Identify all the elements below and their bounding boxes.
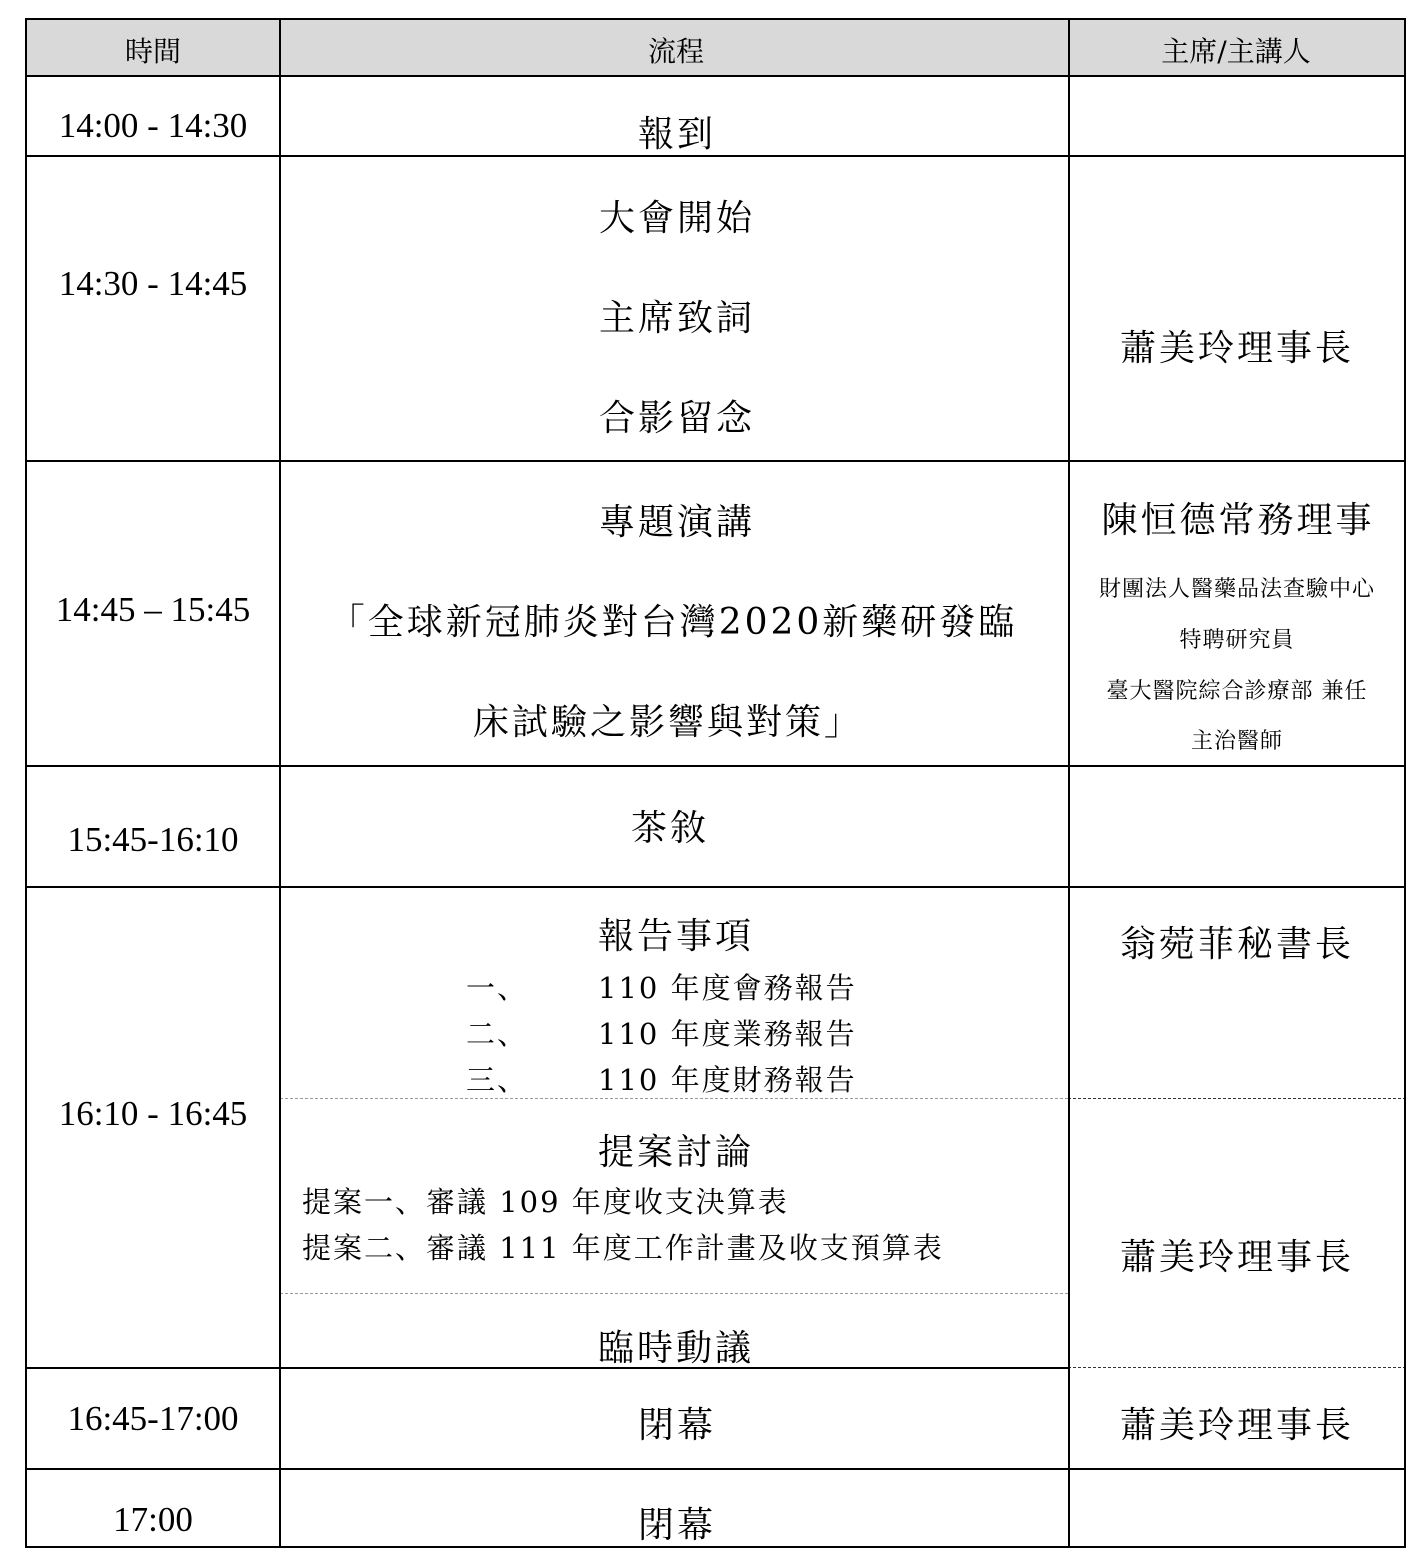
agenda-item: 報到	[637, 114, 717, 155]
chair-detail: 臺大醫院綜合診療部 兼任	[1106, 679, 1368, 704]
column-divider	[1068, 18, 1070, 1548]
report-item: 110 年度財務報告	[598, 1063, 857, 1097]
row-divider	[25, 765, 1406, 767]
header-chair: 主席/主講人	[1161, 35, 1311, 68]
agenda-item: 閉幕	[637, 1405, 717, 1446]
time-cell: 16:45-17:00	[67, 1399, 239, 1438]
report-title: 報告事項	[597, 916, 755, 957]
report-item: 110 年度會務報告	[598, 971, 857, 1005]
chair-name: 蕭美玲理事長	[1119, 1405, 1355, 1446]
row-divider	[25, 1367, 1068, 1369]
agenda-item: 專題演講	[598, 502, 756, 543]
time-cell: 15:45-16:10	[67, 820, 239, 859]
agenda-item: 合影留念	[598, 398, 756, 439]
report-item-num: 三、	[466, 1063, 529, 1097]
row-divider	[25, 1468, 1406, 1470]
sub-divider	[280, 1293, 1068, 1294]
table-border	[25, 18, 27, 1548]
agenda-item: 「全球新冠肺炎對台灣2020新藥研發臨	[328, 602, 1018, 643]
agenda-item: 臨時動議	[597, 1328, 755, 1369]
report-item-num: 一、	[466, 971, 529, 1005]
column-divider	[279, 18, 281, 1548]
table-border	[25, 18, 1406, 20]
header-time: 時間	[124, 35, 182, 68]
time-cell: 17:00	[113, 1500, 193, 1539]
chair-detail: 主治醫師	[1190, 729, 1284, 754]
chair-name: 蕭美玲理事長	[1119, 1237, 1355, 1278]
chair-name: 翁菀菲秘書長	[1119, 924, 1355, 965]
agenda-item: 大會開始	[598, 198, 756, 239]
time-cell: 14:00 - 14:30	[58, 106, 248, 145]
sub-divider	[1068, 1098, 1406, 1099]
agenda-item: 閉幕	[637, 1505, 717, 1546]
proposal-title: 提案討論	[597, 1132, 755, 1173]
chair-name: 陳恒德常務理事	[1101, 500, 1375, 541]
proposal-item: 提案一、審議 109 年度收支決算表	[302, 1185, 789, 1219]
report-item: 110 年度業務報告	[598, 1017, 857, 1051]
row-divider	[1068, 1367, 1406, 1368]
proposal-item: 提案二、審議 111 年度工作計畫及收支預算表	[302, 1231, 944, 1265]
chair-detail: 財團法人醫藥品法查驗中心	[1098, 577, 1376, 602]
row-divider	[25, 460, 1406, 462]
agenda-item: 床試驗之影響與對策」	[472, 702, 864, 743]
chair-name: 蕭美玲理事長	[1119, 328, 1355, 369]
chair-detail: 特聘研究員	[1179, 628, 1295, 653]
agenda-item: 主席致詞	[598, 298, 756, 339]
agenda-item: 茶敘	[630, 808, 710, 849]
row-divider	[25, 75, 1406, 77]
header-process: 流程	[647, 35, 705, 68]
row-divider	[25, 886, 1406, 888]
time-cell: 14:45 – 15:45	[55, 590, 251, 629]
time-cell: 14:30 - 14:45	[58, 264, 248, 303]
table-border	[1404, 18, 1406, 1548]
time-cell: 16:10 - 16:45	[58, 1094, 248, 1133]
report-item-num: 二、	[466, 1017, 529, 1051]
